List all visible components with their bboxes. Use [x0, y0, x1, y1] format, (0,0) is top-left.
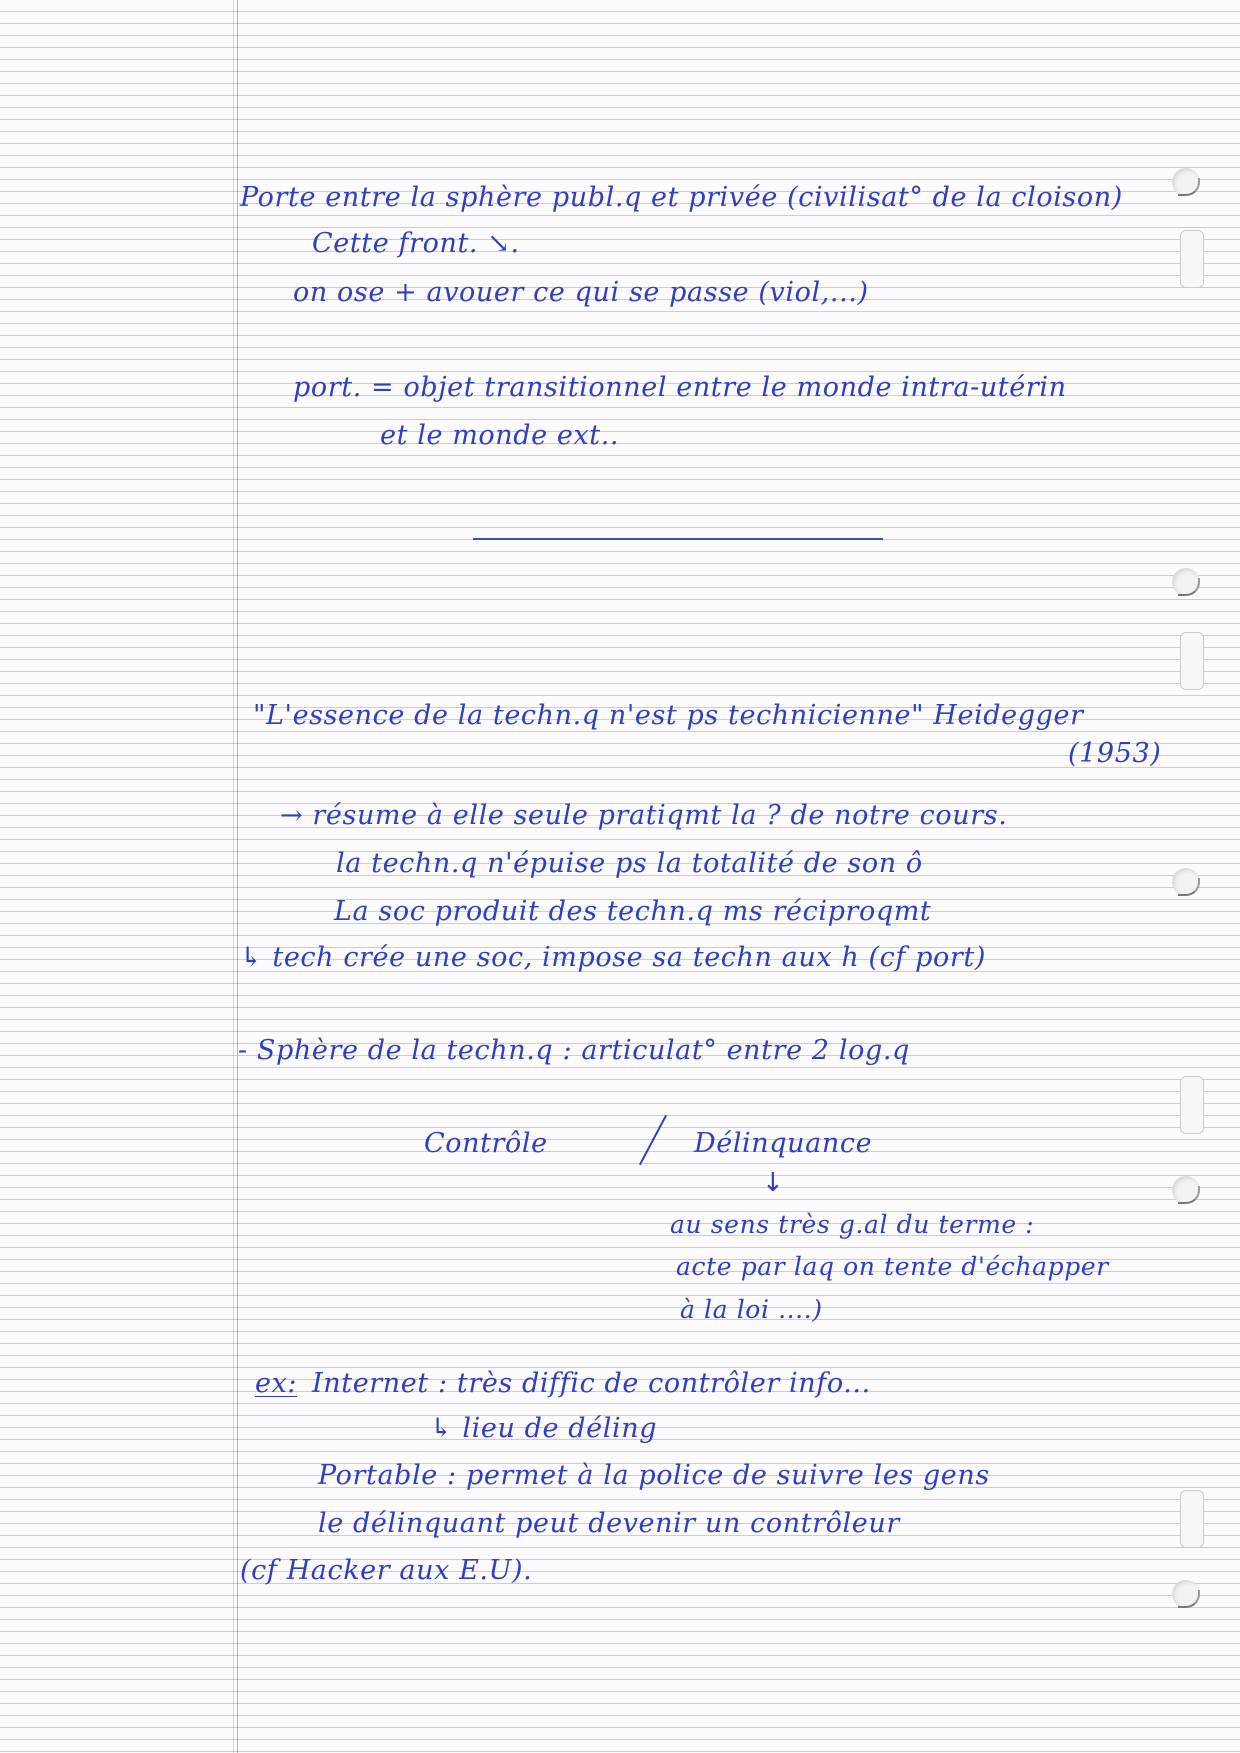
quote-line: "L'essence de la techn.q n'est ps technicienne" Heidegger: [253, 700, 1084, 731]
quote-date: (1953): [1068, 738, 1162, 769]
binder-hole-icon: [1172, 868, 1200, 896]
note-line: Cette front. ↘.: [312, 228, 520, 259]
binder-tab: [1180, 632, 1204, 690]
margin-line: [237, 0, 238, 1753]
binder-hole-icon: [1172, 568, 1200, 596]
binder-hole-icon: [1172, 1176, 1200, 1204]
term-delinquance: Délinquance: [694, 1128, 873, 1159]
binder-hole-icon: [1172, 168, 1200, 196]
slash-separator: [639, 1115, 667, 1165]
note-line: on ose + avouer ce qui se passe (viol,...): [293, 277, 869, 308]
note-line: acte par laq on tente d'échapper: [676, 1252, 1109, 1281]
note-line: au sens très g.al du terme :: [670, 1210, 1035, 1239]
note-line: (cf Hacker aux E.U).: [240, 1555, 533, 1586]
binder-tab: [1180, 1490, 1204, 1548]
down-arrow-icon: ↓: [762, 1168, 784, 1198]
note-line: Internet : très diffic de contrôler info...: [312, 1368, 871, 1399]
note-line: - Sphère de la techn.q : articulat° entre 2 log.q: [238, 1035, 910, 1066]
section-divider: [473, 538, 883, 540]
note-line: et le monde ext..: [380, 420, 620, 451]
note-line: Portable : permet à la police de suivre les gens: [318, 1460, 990, 1491]
margin-line-secondary: [233, 0, 234, 1753]
note-line: la techn.q n'épuise ps la totalité de son ô: [336, 848, 923, 879]
note-line: Porte entre la sphère publ.q et privée (civilisat° de la cloison): [240, 182, 1123, 213]
term-control: Contrôle: [424, 1128, 548, 1159]
note-line: port. = objet transitionnel entre le monde intra-utérin: [293, 372, 1067, 403]
binder-tab: [1180, 230, 1204, 288]
note-line: le délinquant peut devenir un contrôleur: [318, 1508, 900, 1539]
note-line: ↳ tech crée une soc, impose sa techn aux h (cf port): [240, 942, 987, 973]
binder-tab: [1180, 1076, 1204, 1134]
example-label: ex:: [255, 1368, 298, 1399]
binder-hole-icon: [1172, 1580, 1200, 1608]
note-line: → résume à elle seule pratiqmt la ? de notre cours.: [280, 800, 1008, 831]
note-line: à la loi ....): [680, 1295, 823, 1324]
note-line: La soc produit des techn.q ms réciproqmt: [334, 896, 932, 927]
note-line: ↳ lieu de déling: [430, 1413, 658, 1444]
